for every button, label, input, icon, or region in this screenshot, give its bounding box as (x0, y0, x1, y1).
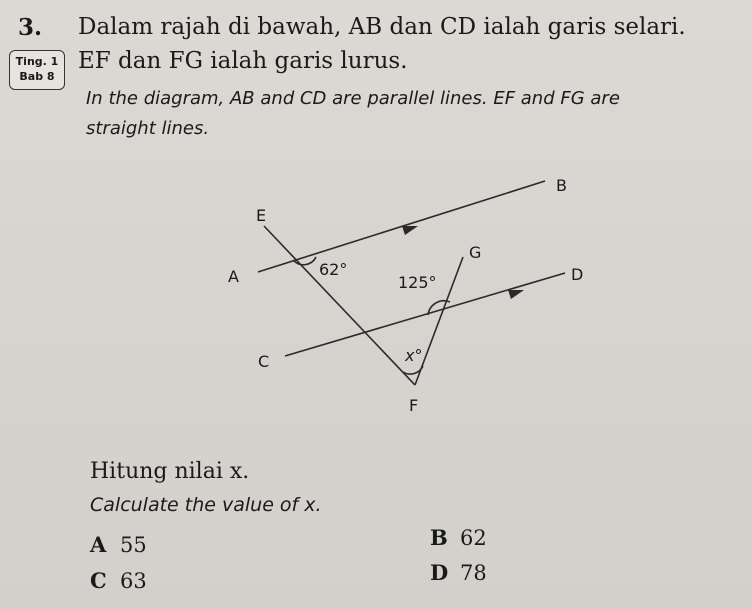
option-d-letter: D (430, 560, 449, 585)
label-a: A (228, 267, 239, 286)
angle-label-62: 62° (319, 260, 348, 279)
question-text-english-line1: In the diagram, AB and CD are parallel lines. EF and FG are (86, 88, 620, 109)
option-d-value: 78 (460, 561, 487, 585)
option-d[interactable] (430, 560, 487, 585)
chapter-label: Bab 8 (19, 70, 55, 83)
question-text-malay-line1: Dalam rajah di bawah, AB dan CD ialah garis selari. (78, 14, 686, 40)
line-ab (258, 181, 545, 272)
prompt-english: Calculate the value of x. (90, 494, 322, 516)
question-text-english-line2: straight lines. (86, 118, 210, 139)
option-b[interactable] (430, 525, 487, 550)
option-a-value: 55 (120, 533, 147, 557)
label-b: B (556, 176, 567, 195)
option-b-value: 62 (460, 526, 487, 550)
question-number: 3. (18, 14, 43, 41)
label-c: C (258, 352, 270, 371)
question-text-malay-line2: EF dan FG ialah garis lurus. (78, 48, 408, 74)
parallel-arrow-cd (508, 290, 524, 299)
option-c[interactable] (90, 568, 147, 593)
option-a-letter: A (90, 532, 107, 557)
option-c-letter: C (90, 568, 107, 593)
parallel-arrow-ab (402, 226, 418, 235)
prompt-malay: Hitung nilai x. (90, 459, 250, 484)
level-chapter-tag (9, 50, 65, 90)
angle-label-x: x° (405, 346, 423, 365)
label-f: F (409, 396, 419, 415)
label-d: D (571, 265, 584, 284)
option-b-letter: B (430, 525, 448, 550)
line-ef (264, 226, 415, 385)
level-label: Ting. 1 (15, 55, 59, 68)
option-a[interactable] (90, 532, 147, 557)
label-g: G (469, 243, 482, 262)
label-e: E (256, 206, 267, 225)
geometry-diagram (0, 160, 752, 430)
angle-label-125: 125° (398, 273, 437, 292)
option-c-value: 63 (120, 569, 147, 593)
